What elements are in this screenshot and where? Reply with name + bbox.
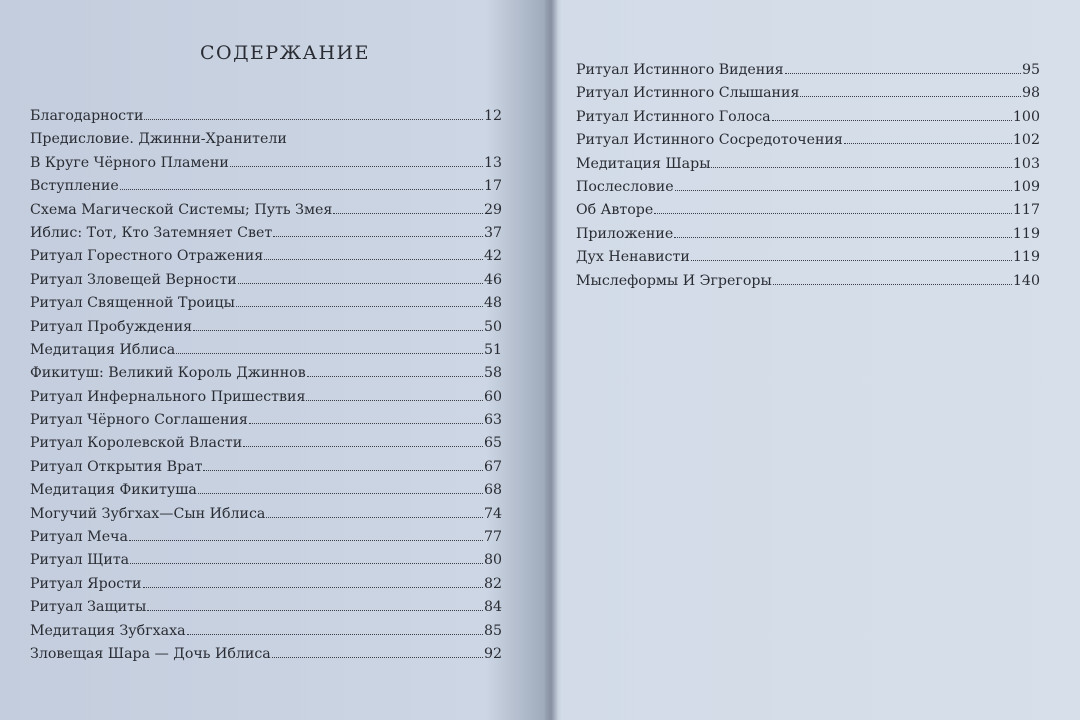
dot-leader: [773, 273, 1012, 285]
toc-entry-title: Ритуал Меча: [30, 529, 128, 546]
toc-entry-title: Ритуал Защиты: [30, 599, 147, 616]
toc-entry: [30, 576, 502, 599]
toc-entry: [576, 273, 1040, 296]
toc-page-number: 51: [483, 341, 502, 358]
toc-entry-title: Ритуал Щита: [30, 552, 130, 569]
toc-entry: [576, 249, 1040, 272]
toc-entry-title: Вступление: [30, 178, 119, 195]
toc-entry: [30, 272, 502, 295]
toc-entry: [576, 62, 1040, 85]
toc-entry-title: Фикитуш: Великий Король Джиннов: [30, 365, 306, 382]
toc-entry-title: Ритуал Священной Троицы: [30, 295, 235, 312]
toc-entry-title: Ритуал Чёрного Соглашения: [30, 412, 248, 429]
toc-page-number: 98: [1021, 85, 1040, 102]
toc-entry-title: Об Авторе: [576, 202, 654, 219]
dot-leader: [249, 412, 483, 424]
toc-page-number: 84: [483, 599, 502, 616]
toc-page-number: 60: [483, 388, 502, 405]
toc-entry: [30, 552, 502, 575]
toc-entry-title: Ритуал Горестного Отражения: [30, 248, 264, 265]
toc-page-number: 119: [1012, 249, 1040, 266]
toc-entry-title: Иблис: Тот, Кто Затемняет Свет: [30, 224, 273, 241]
toc-page-number: 29: [483, 201, 502, 218]
page-title: СОДЕРЖАНИЕ: [200, 42, 370, 64]
toc-entry-title: Ритуал Зловещей Верности: [30, 271, 237, 288]
toc-entry: [576, 109, 1040, 132]
toc-entry: [576, 132, 1040, 155]
toc-page-number: 80: [483, 552, 502, 569]
toc-entry: [30, 178, 502, 201]
toc-entry: [30, 646, 502, 669]
toc-entry-title: Ритуал Открытия Врат: [30, 458, 203, 475]
toc-entry: [30, 599, 502, 622]
toc-page-number: 100: [1012, 108, 1040, 125]
toc-entry-title: Предисловие. Джинни-Хранители: [30, 131, 287, 148]
dot-leader: [272, 646, 483, 658]
toc-entry-title: Схема Магической Системы; Путь Змея: [30, 201, 333, 218]
toc-page-number: 37: [483, 224, 502, 241]
dot-leader: [307, 366, 483, 378]
toc-page-number: 92: [483, 645, 502, 662]
toc-entry: [30, 342, 502, 365]
toc-entry-title: В Круге Чёрного Пламени: [30, 154, 229, 171]
dot-leader: [772, 109, 1012, 121]
toc-entry-title: Зловещая Шара — Дочь Иблиса: [30, 645, 271, 662]
toc-entry-title: Послесловие: [576, 178, 674, 195]
toc-page-number: 77: [483, 529, 502, 546]
toc-page-number: 48: [483, 295, 502, 312]
toc-entry: [30, 529, 502, 552]
dot-leader: [176, 342, 483, 354]
toc-page-number: 102: [1012, 132, 1040, 149]
toc-page-number: 65: [483, 435, 502, 452]
toc-entry-title: Медитация Зубгхаха: [30, 622, 186, 639]
toc-entry: [30, 506, 502, 529]
toc-entry-title: Дух Ненависти: [576, 249, 690, 266]
toc-page-number: 46: [483, 271, 502, 288]
dot-leader: [230, 155, 483, 167]
dot-leader: [333, 202, 483, 214]
dot-leader: [800, 86, 1021, 98]
dot-leader: [306, 389, 483, 401]
toc-entry-title: Медитация Фикитуша: [30, 482, 197, 499]
toc-entry: [576, 202, 1040, 225]
toc-entry: [576, 85, 1040, 108]
dot-leader: [193, 319, 483, 331]
toc-list-left: [30, 108, 502, 669]
toc-page-number: 74: [483, 505, 502, 522]
dot-leader: [130, 553, 483, 565]
dot-leader: [144, 108, 483, 120]
toc-entry-title: Ритуал Истинного Сосредоточения: [576, 132, 843, 149]
toc-entry: [30, 412, 502, 435]
dot-leader: [273, 225, 483, 237]
right-page: [556, 0, 1080, 720]
dot-leader: [238, 272, 483, 284]
toc-entry: [576, 179, 1040, 202]
toc-entry: [30, 155, 502, 178]
toc-entry: [576, 156, 1040, 179]
toc-page-number: 12: [483, 108, 502, 124]
dot-leader: [266, 506, 483, 518]
toc-page-number: 42: [483, 248, 502, 265]
toc-entry: [30, 225, 502, 248]
dot-leader: [120, 179, 483, 191]
toc-entry: [30, 319, 502, 342]
toc-entry: [30, 202, 502, 225]
toc-entry: [30, 131, 502, 154]
toc-entry-title: Ритуал Инфернального Пришествия: [30, 388, 306, 405]
dot-leader: [711, 156, 1011, 168]
toc-entry: [576, 226, 1040, 249]
toc-page-number: 95: [1021, 62, 1040, 78]
toc-entry: [30, 623, 502, 646]
dot-leader: [198, 483, 483, 495]
dot-leader: [691, 249, 1012, 261]
toc-entry: [30, 482, 502, 505]
dot-leader: [654, 203, 1012, 215]
toc-page-number: 117: [1012, 202, 1040, 219]
toc-entry: [30, 435, 502, 458]
toc-entry-title: Ритуал Истинного Слышания: [576, 85, 800, 102]
toc-page-number: 50: [483, 318, 502, 335]
toc-page-number: 109: [1012, 178, 1040, 195]
toc-page-number: 82: [483, 575, 502, 592]
toc-entry-title: Ритуал Истинного Видения: [576, 62, 784, 78]
toc-entry-title: Медитация Иблиса: [30, 341, 176, 358]
dot-leader: [129, 529, 483, 541]
toc-page-number: 17: [483, 178, 502, 195]
dot-leader: [243, 436, 483, 448]
toc-entry-title: Приложение: [576, 225, 674, 242]
dot-leader: [147, 600, 483, 612]
toc-page-number: 13: [483, 154, 502, 171]
toc-entry: [30, 459, 502, 482]
toc-entry: [30, 108, 502, 131]
toc-entry-title: Ритуал Истинного Голоса: [576, 108, 771, 125]
dot-leader: [203, 459, 482, 471]
toc-entry: [30, 389, 502, 412]
toc-page-number: 140: [1012, 272, 1040, 289]
dot-leader: [236, 295, 483, 307]
dot-leader: [785, 62, 1021, 74]
dot-leader: [187, 623, 483, 635]
dot-leader: [143, 576, 483, 588]
toc-page-number: 68: [483, 482, 502, 499]
dot-leader: [264, 249, 483, 261]
toc-entry-title: Могучий Зубгхах—Сын Иблиса: [30, 505, 266, 522]
toc-page-number: 67: [483, 458, 502, 475]
dot-leader: [844, 133, 1012, 145]
toc-page-number: 63: [483, 412, 502, 429]
toc-entry-title: Ритуал Королевской Власти: [30, 435, 243, 452]
toc-entry: [30, 248, 502, 271]
toc-page-number: 103: [1012, 155, 1040, 172]
toc-entry-title: Ритуал Ярости: [30, 575, 142, 592]
dot-leader: [674, 226, 1012, 238]
toc-entry-title: Медитация Шары: [576, 155, 711, 172]
toc-page-number: 119: [1012, 225, 1040, 242]
dot-leader: [675, 179, 1012, 191]
toc-entry-title: Мыслеформы И Эгрегоры: [576, 272, 772, 289]
toc-entry: [30, 365, 502, 388]
toc-list-right: [576, 62, 1040, 296]
toc-entry: [30, 295, 502, 318]
toc-page-number: 85: [483, 622, 502, 639]
toc-page-number: 58: [483, 365, 502, 382]
toc-entry-title: Благодарности: [30, 108, 144, 124]
toc-entry-title: Ритуал Пробуждения: [30, 318, 193, 335]
